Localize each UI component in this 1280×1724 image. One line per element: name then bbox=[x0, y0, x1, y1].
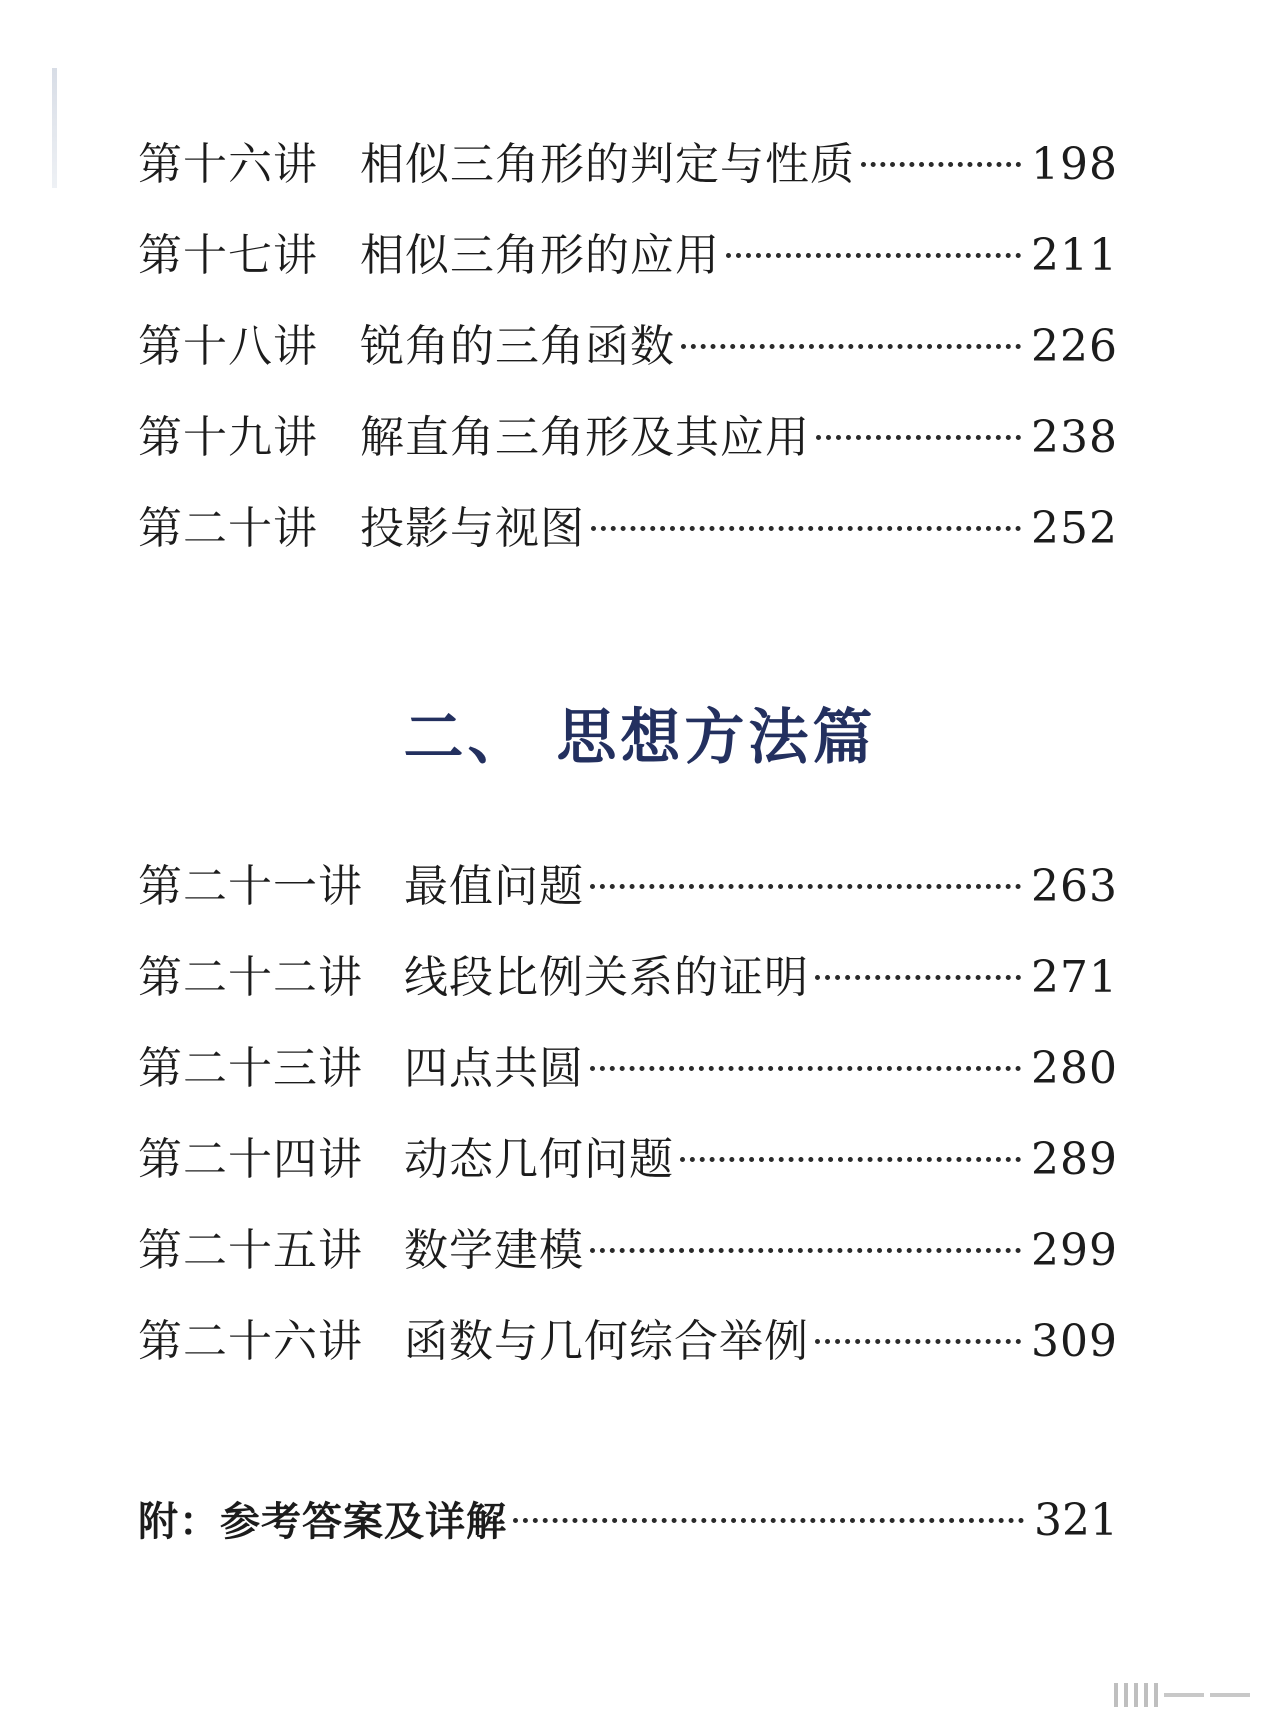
entry-title: 四点共圆 bbox=[404, 1043, 584, 1094]
page-number: 280 bbox=[1031, 1043, 1118, 1094]
dot-leader bbox=[861, 162, 1021, 167]
page-number: 238 bbox=[1031, 412, 1118, 463]
toc-entry[interactable] bbox=[138, 1305, 1118, 1396]
dot-leader bbox=[815, 1339, 1021, 1344]
entry-title: 相似三角形的判定与性质 bbox=[360, 139, 855, 190]
page-number: 252 bbox=[1031, 503, 1118, 554]
dot-leader bbox=[681, 344, 1021, 349]
dot-leader bbox=[726, 253, 1021, 258]
section-heading: 二、 思想方法篇 bbox=[403, 703, 877, 773]
page-number: 289 bbox=[1031, 1134, 1118, 1185]
lecture-number: 第十八讲 bbox=[138, 321, 318, 372]
entry-title: 锐角的三角函数 bbox=[360, 321, 675, 372]
dot-leader bbox=[815, 975, 1021, 980]
dot-leader bbox=[590, 884, 1021, 889]
dot-leader bbox=[513, 1518, 1024, 1523]
page-edge-mark bbox=[52, 68, 57, 188]
page-number: 271 bbox=[1031, 952, 1118, 1003]
lecture-number: 第十六讲 bbox=[138, 139, 318, 190]
entry-title: 线段比例关系的证明 bbox=[404, 952, 809, 1003]
scan-registration-mark bbox=[1030, 1680, 1250, 1710]
entry-title: 最值问题 bbox=[404, 861, 584, 912]
dot-leader bbox=[590, 1066, 1021, 1071]
toc-entry[interactable] bbox=[138, 128, 1118, 219]
toc-group-part2 bbox=[138, 850, 1118, 1396]
appendix-title: 附：参考答案及详解 bbox=[138, 1499, 507, 1545]
toc-entry[interactable] bbox=[138, 941, 1118, 1032]
toc-entry[interactable] bbox=[138, 1214, 1118, 1305]
entry-title: 数学建模 bbox=[404, 1225, 584, 1276]
toc-entry[interactable] bbox=[138, 492, 1118, 583]
entry-title: 投影与视图 bbox=[360, 503, 585, 554]
lecture-number: 第二十二讲 bbox=[138, 952, 363, 1003]
toc-entry[interactable] bbox=[138, 401, 1118, 492]
toc-entry[interactable] bbox=[138, 850, 1118, 941]
toc-group-part1 bbox=[138, 128, 1118, 583]
toc-entry[interactable] bbox=[138, 1032, 1118, 1123]
lecture-number: 第二十六讲 bbox=[138, 1316, 363, 1367]
toc-entry[interactable] bbox=[138, 1123, 1118, 1214]
dot-leader bbox=[680, 1157, 1021, 1162]
page-number: 211 bbox=[1031, 230, 1118, 281]
dot-leader bbox=[590, 1248, 1021, 1253]
page-number: 226 bbox=[1031, 321, 1118, 372]
page-number: 321 bbox=[1034, 1495, 1118, 1546]
toc-entry[interactable] bbox=[138, 310, 1118, 401]
lecture-number: 第二十四讲 bbox=[138, 1134, 363, 1185]
toc-entry[interactable] bbox=[138, 219, 1118, 310]
lecture-number: 第二十讲 bbox=[138, 503, 318, 554]
page-number: 263 bbox=[1031, 861, 1118, 912]
lecture-number: 第二十三讲 bbox=[138, 1043, 363, 1094]
lecture-number: 第二十一讲 bbox=[138, 861, 363, 912]
page-number: 309 bbox=[1031, 1316, 1118, 1367]
lecture-number: 第十九讲 bbox=[138, 412, 318, 463]
dot-leader bbox=[591, 526, 1021, 531]
lecture-number: 第二十五讲 bbox=[138, 1225, 363, 1276]
page-number: 299 bbox=[1031, 1225, 1118, 1276]
entry-title: 函数与几何综合举例 bbox=[404, 1316, 809, 1367]
entry-title: 动态几何问题 bbox=[404, 1134, 674, 1185]
lecture-number: 第十七讲 bbox=[138, 230, 318, 281]
entry-title: 相似三角形的应用 bbox=[360, 230, 720, 281]
page-number: 198 bbox=[1031, 139, 1118, 190]
dot-leader bbox=[816, 435, 1021, 440]
appendix-entry[interactable] bbox=[138, 1490, 1118, 1570]
entry-title: 解直角三角形及其应用 bbox=[360, 412, 810, 463]
